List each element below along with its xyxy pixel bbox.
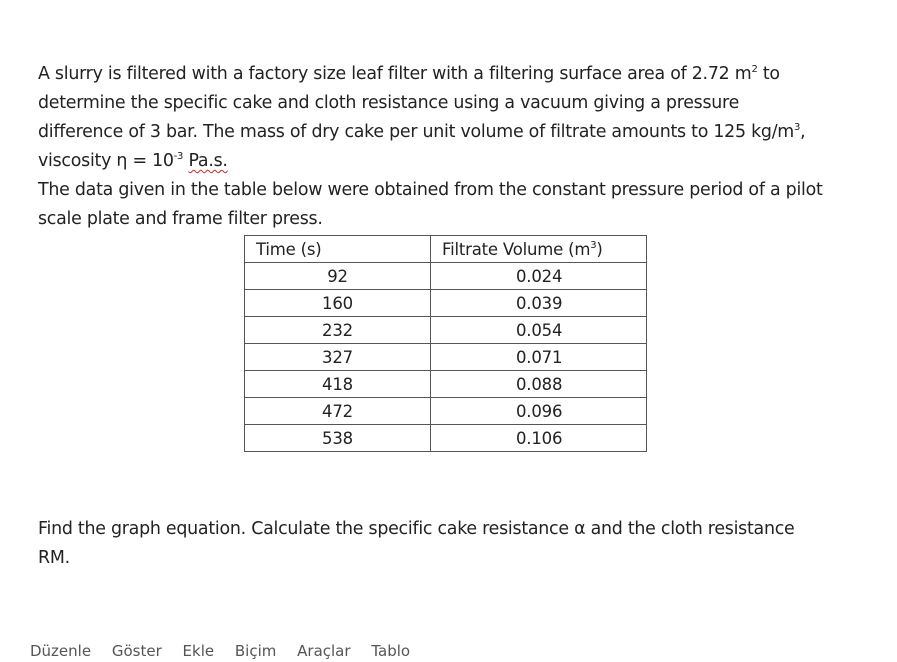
table-row: [245, 344, 647, 371]
menu-item-edit[interactable]: Düzenle: [30, 642, 92, 660]
area-exponent: 2: [751, 64, 758, 75]
column-header-time: Time (s): [245, 236, 431, 263]
time-cell: 327: [245, 344, 431, 371]
volume-cell: 0.039: [431, 290, 647, 317]
volume-cell: 0.071: [431, 344, 647, 371]
viscosity-unit: Pa.s.: [188, 151, 228, 171]
time-cell: 418: [245, 371, 431, 398]
time-cell: 92: [245, 263, 431, 290]
statement-text-a: A slurry is filtered with a factory size leaf filter with a filtering surface area of 2.72 m: [38, 64, 752, 84]
statement-text-b: to determine the specific cake and cloth resistance using a vacuum giving a pressure difference of 3 bar. The mass of dry cake per unit volume of filtrate amounts to 125 kg/m: [38, 64, 794, 142]
volume-cell: 0.106: [431, 425, 647, 452]
volume-header-close: ): [596, 239, 603, 259]
volume-header-text: Filtrate Volume (m: [442, 239, 591, 259]
menu-item-format[interactable]: Biçim: [234, 642, 277, 660]
time-cell: 472: [245, 398, 431, 425]
table-row: [245, 398, 647, 425]
table-row: [245, 263, 647, 290]
menu-item-insert[interactable]: Ekle: [182, 642, 215, 660]
menu-item-tools[interactable]: Araçlar: [297, 642, 351, 660]
column-header-volume: [431, 236, 647, 263]
question-text: Find the graph equation. Calculate the specific cake resistance α and the cloth resistance RM.: [38, 519, 795, 568]
menu-bar: [30, 642, 426, 662]
menu-item-table[interactable]: Tablo: [371, 642, 411, 660]
table-row: [245, 425, 647, 452]
table-row: [245, 317, 647, 344]
volume-cell: 0.096: [431, 398, 647, 425]
volume-header-exponent: 3: [590, 239, 597, 251]
data-description: The data given in the table below were obtained from the constant pressure period of a pilot scale plate and frame filter press.: [38, 180, 823, 229]
problem-statement: [38, 60, 828, 176]
volume-cell: 0.054: [431, 317, 647, 344]
table-row: [245, 290, 647, 317]
time-cell: 160: [245, 290, 431, 317]
statement-text-c: , viscosity η = 10: [38, 122, 806, 171]
volume-cell: 0.088: [431, 371, 647, 398]
density-exponent: 3: [794, 122, 801, 133]
volume-cell: 0.024: [431, 263, 647, 290]
time-cell: 232: [245, 317, 431, 344]
viscosity-exponent: -3: [173, 151, 184, 162]
menu-item-view[interactable]: Göster: [111, 642, 162, 660]
table-row: [245, 371, 647, 398]
table-header-row: [245, 236, 647, 263]
time-cell: 538: [245, 425, 431, 452]
filtration-data-table: [244, 235, 647, 452]
